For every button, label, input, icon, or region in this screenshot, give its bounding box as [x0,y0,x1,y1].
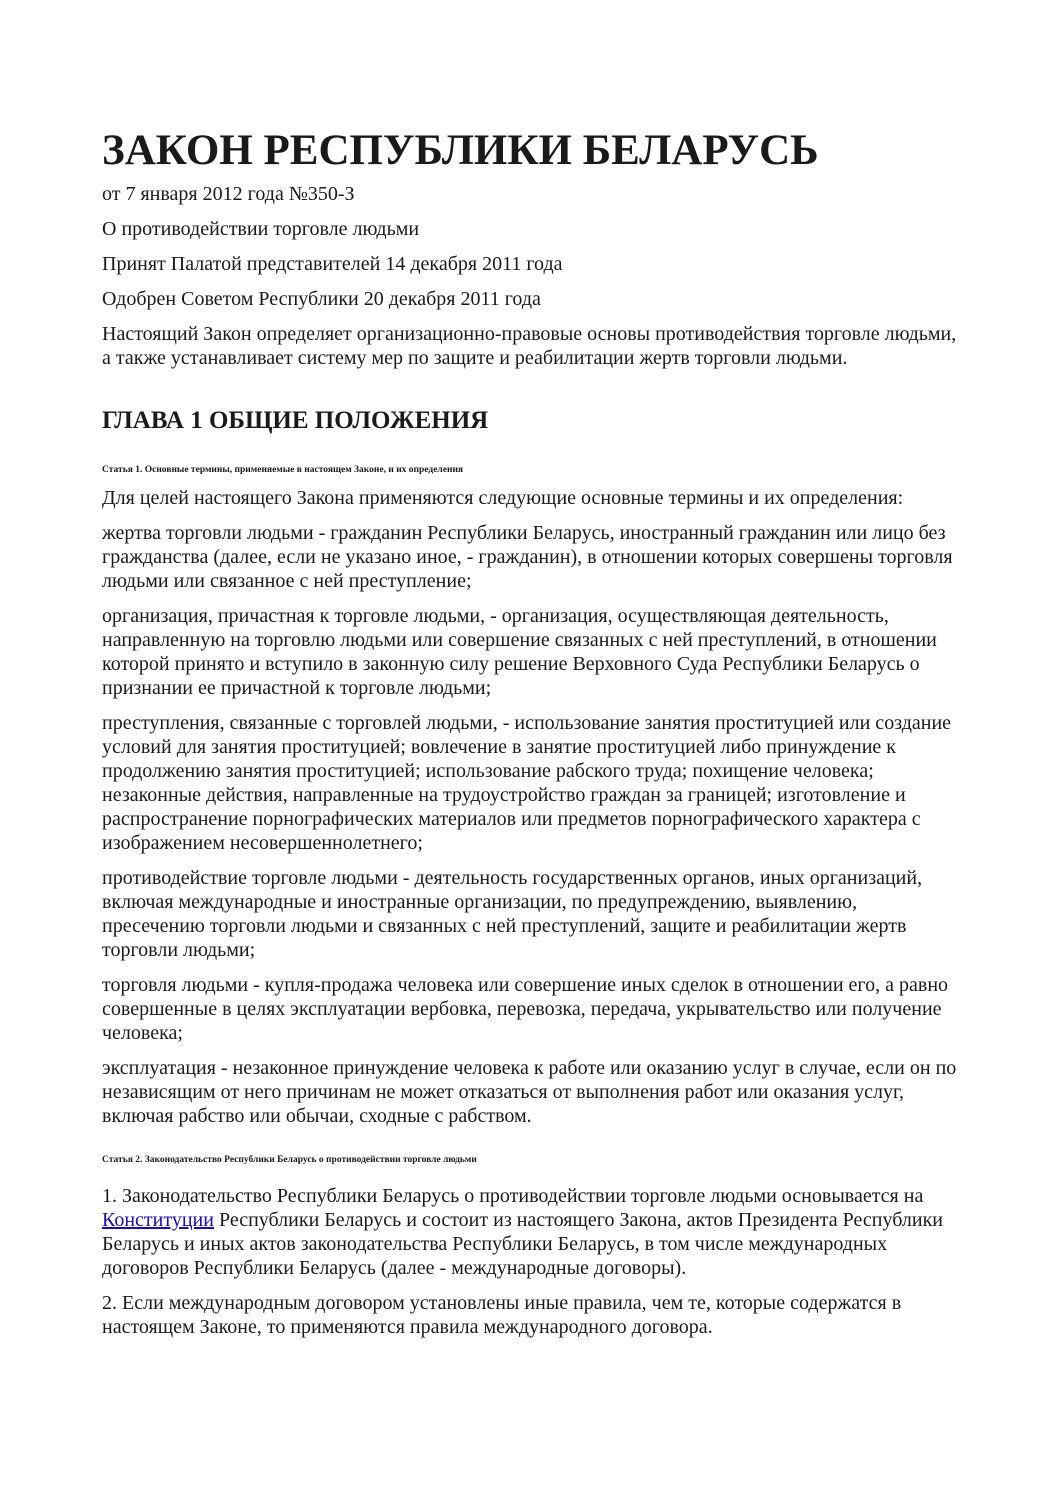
article-1-paragraph: организация, причастная к торговле людьми, - организация, осуществляющая деятельность, направленную на торговлю людьми или совершение связанных с ней преступлений, в отношении которой принято и вступило в законную силу решение Верховного Суда Республики Беларусь о признании ее причастной к торговле людьми; [102,605,937,699]
constitution-link[interactable]: Конституции [102,1209,214,1231]
law-title: ЗАКОН РЕСПУБЛИКИ БЕЛАРУСЬ [102,127,819,174]
article-1-title: Статья 1. Основные термины, применяемые в настоящем Законе, и их определения [102,465,464,475]
article-2-paragraph-1 [102,1184,964,1280]
law-subject: О противодействии торговле людьми [102,218,420,240]
law-approved: Одобрен Советом Республики 20 декабря 2011 года [102,288,541,310]
article-1-paragraph: эксплуатация - незаконное принуждение человека к работе или оказанию услуг в случае, если он по независящим от него причинам не может отказаться от выполнения работ или оказания услуг, включая рабство или обычаи, сходные с рабством. [102,1057,957,1127]
article-2-paragraph-2: 2. Если международным договором установлены иные правила, чем те, которые содержатся в настоящем Законе, то применяются правила международного договора. [102,1292,902,1338]
law-date-number: от 7 января 2012 года №350-З [102,183,355,205]
article-1-paragraph: Для целей настоящего Закона применяются следующие основные термины и их определения: [102,487,904,509]
article-1-paragraph: преступления, связанные с торговлей людьми, - использование занятия проституцией или создание условий для занятия проституцией; вовлечение в занятие проституцией либо принуждение к продолжению занятия проституцией; использование рабского труда; похищение человека; незаконные действия, направленные на трудоустройство граждан за границей; изготовление и распространение порнографических материалов или предметов порнографического характера с изображением несовершеннолетнего; [102,712,952,854]
law-preamble: Настоящий Закон определяет организационно-правовые основы противодействия торговле людьми, а также устанавливает систему мер по защите и реабилитации жертв торговли людьми. [102,323,957,369]
chapter-title: ГЛАВА 1 ОБЩИЕ ПОЛОЖЕНИЯ [102,407,489,434]
article-2-p1-after: Республики Беларусь и состоит из настоящего Закона, актов Президента Республики Беларусь и иных актов законодательства Республики Беларусь, в том числе международных договоров Республики Беларусь (далее - международные договоры). [102,1209,943,1279]
article-1-paragraph: торговля людьми - купля-продажа человека или совершение иных сделок в отношении его, а равно совершенные в целях эксплуатации вербовка, перевозка, передача, укрывательство или получение человека; [102,974,949,1044]
article-1-paragraph: противодействие торговле людьми - деятельность государственных органов, иных организаций, включая международные и иностранные организации, по предупреждению, выявлению, пресечению торговли людьми и связанных с ней преступлений, защите и реабилитации жертв торговли людьми; [102,867,923,961]
article-2-title: Статья 2. Законодательство Республики Беларусь о противодействии торговле людьми [102,1155,477,1165]
document-page [102,126,964,1350]
law-adopted: Принят Палатой представителей 14 декабря 2011 года [102,253,563,275]
article-2-p1-before: 1. Законодательство Республики Беларусь о противодействии торговле людьми основывается на [102,1185,924,1207]
article-1-paragraph: жертва торговли людьми - гражданин Республики Беларусь, иностранный гражданин или лицо без гражданства (далее, если не указано иное, - гражданин), в отношении которых совершены торговля людьми или связанное с ней преступление; [102,522,953,592]
